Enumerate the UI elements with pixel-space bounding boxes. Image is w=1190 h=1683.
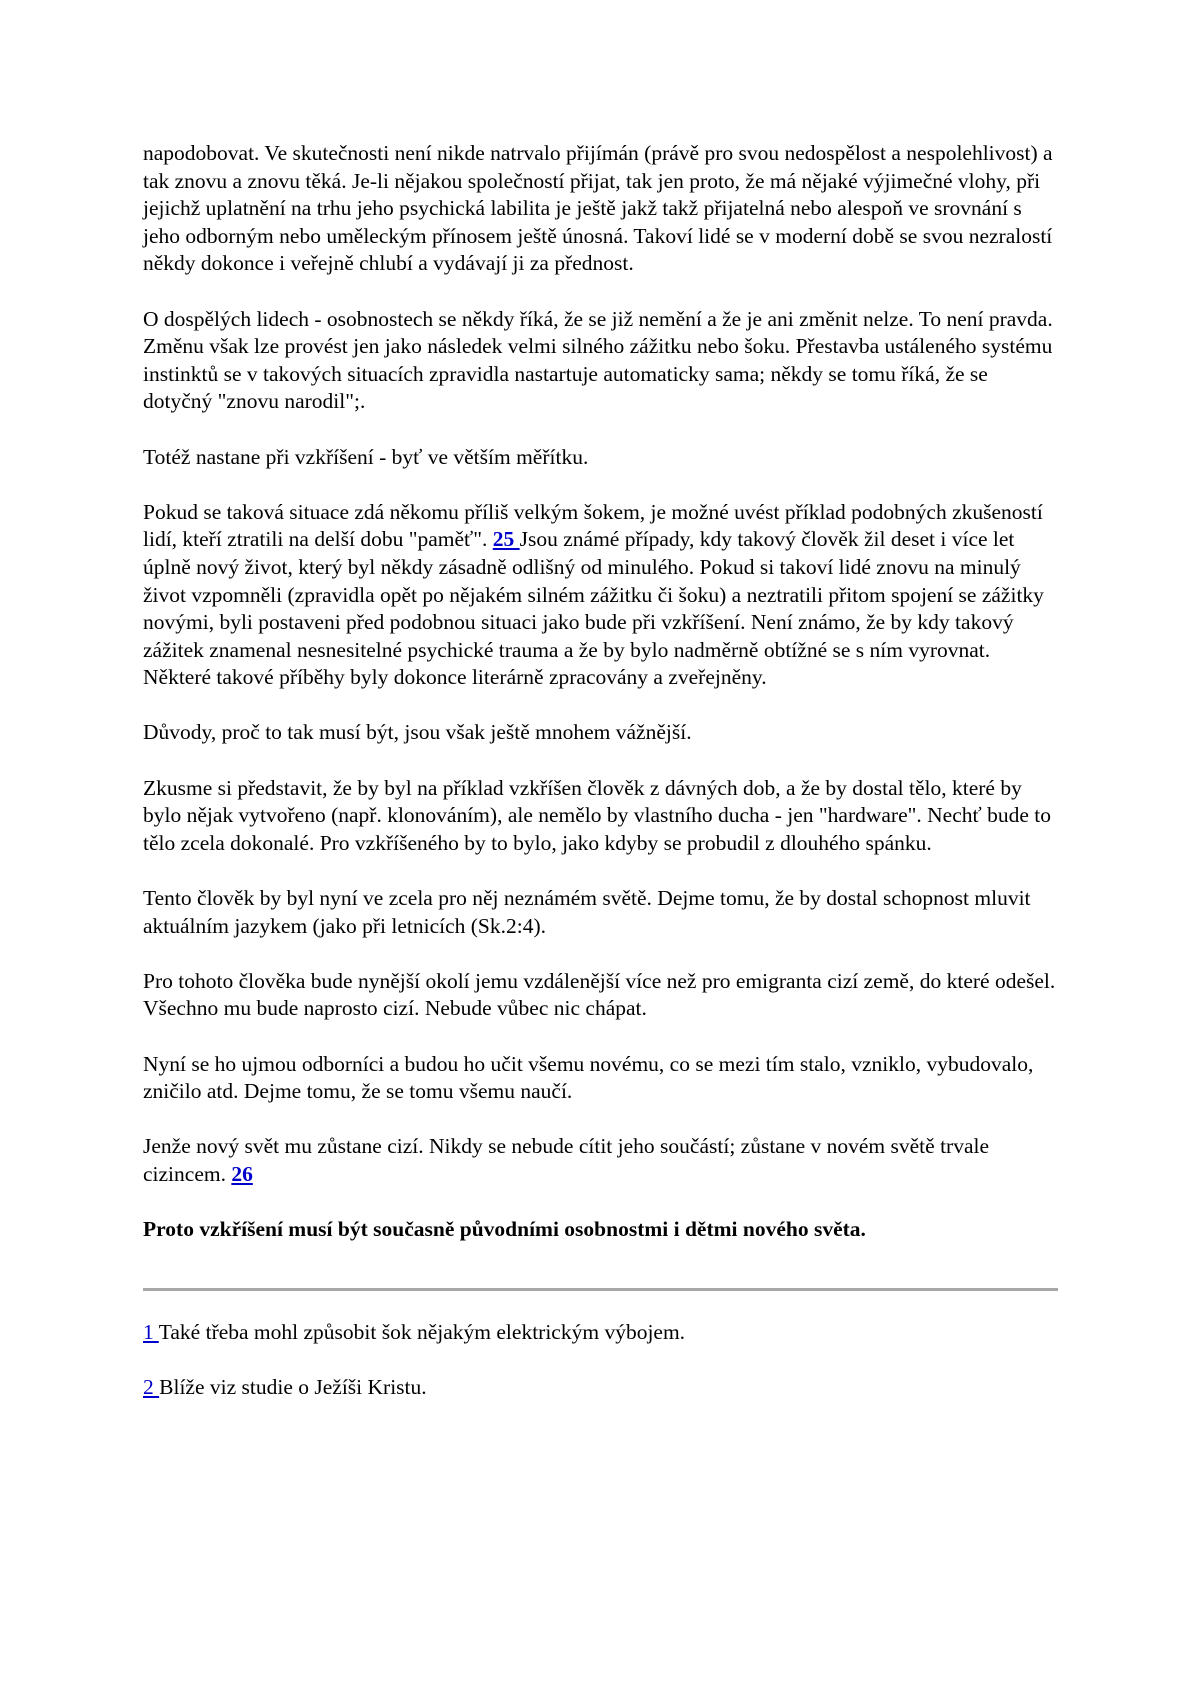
footnote-number-link[interactable]: 2 (143, 1374, 160, 1399)
paragraph: O dospělých lidech - osobnostech se někdy říká, že se již nemění a že je ani změnit nelze. To není pravda. Změnu však lze provést jen jako následek velmi silného zážitku nebo šoku. Přestavba ustáleného systému instinktů se v takových situacích zpravidla nastartuje automaticky sama; někdy se tomu říká, že se dotyčný "znovu narodil";. (143, 306, 1053, 414)
footnote-item (143, 1319, 1058, 1347)
conclusion-text: Proto vzkříšení musí být současně původními osobnostmi i dětmi nového světa. (143, 1217, 866, 1242)
footnote-divider (143, 1288, 1058, 1291)
footnote-item (143, 1374, 1058, 1402)
footnote-text: Také třeba mohl způsobit šok nějakým elektrickým výbojem. (158, 1319, 686, 1344)
footnotes-section (143, 1319, 1058, 1402)
footnote-number-link[interactable]: 1 (143, 1319, 159, 1344)
paragraph (143, 499, 1058, 692)
paragraph-text: Pokud se taková situace zdá někomu příliš velkým šokem, je možné uvést příklad podobných zkušeností lidí, kteří ztratili na delší dobu "paměť". (143, 499, 1043, 552)
paragraph: Zkusme si představit, že by byl na příklad vzkříšen člověk z dávných dob, a že by dostal tělo, které by bylo nějak vytvořeno (např. klonováním), ale nemělo by vlastního ducha - jen "hardware". Nechť bude to tělo zcela dokonalé. Pro vzkříšeného by to bylo, jako kdyby se probudil z dlouhého spánku. (143, 775, 1051, 855)
paragraph-text: Jenže nový svět mu zůstane cizí. Nikdy se nebude cítit jeho součástí; zůstane v novém světě trvale cizincem. (143, 1134, 990, 1186)
footnote-link-26[interactable]: 26 (231, 1161, 253, 1186)
paragraph: Tento člověk by byl nyní ve zcela pro něj neznámém světě. Dejme tomu, že by dostal schopnost mluvit aktuálním jazykem (jako při letnicích (Sk.2:4). (143, 886, 1031, 938)
paragraph-text: Jsou známé případy, kdy takový člověk žil deset i více let úplně nový život, který byl někdy zásadně odlišný od minulého. Pokud si takoví lidé znovu na minulý život vzpomněli (zpravidla opět po nějakém silném zážitku či šoku) a neztratili přitom spojení se zážitky novými, byli postaveni před podobnou situaci jako bude při vzkříšení. Není známo, že by kdy takový zážitek znamenal nesnesitelné psychické trauma a že by bylo nadměrně obtížné se s ním vyrovnat. Některé takové příběhy byly dokonce literárně zpracovány a zveřejněny. (143, 527, 1044, 690)
footnote-text: Blíže viz studie o Ježíši Kristu. (159, 1374, 427, 1399)
footnote-link-25[interactable]: 25 (492, 527, 520, 552)
document-page (143, 140, 1058, 1429)
paragraph: Pro tohoto člověka bude nynější okolí jemu vzdálenější více než pro emigranta cizí země, do které odešel. Všechno mu bude naprosto cizí. Nebude vůbec nic chápat. (143, 968, 1056, 1021)
paragraph: Důvody, proč to tak musí být, jsou však ještě mnohem vážnější. (143, 720, 692, 745)
paragraph: napodobovat. Ve skutečnosti není nikde natrvalo přijímán (právě pro svou nedospělost a nespolehlivost) a tak znovu a znovu těká. Je-li nějakou společností přijat, tak jen proto, že má nějaké výjimečné vlohy, při jejichž uplatnění na trhu jeho psychická labilita je ještě jakž takž přijatelná nebo alespoň ve srovnání s jeho odborným nebo uměleckým přínosem ještě únosná. Takoví lidé se v moderní době se svou nezralostí někdy dokonce i veřejně chlubí a vydávají ji za přednost. (143, 141, 1053, 276)
paragraph: Totéž nastane při vzkříšení - byť ve větším měřítku. (143, 444, 589, 469)
paragraph (143, 1133, 1058, 1188)
paragraph: Nyní se ho ujmou odborníci a budou ho učit všemu novému, co se mezi tím stalo, vzniklo, vybudovalo, zničilo atd. Dejme tomu, že se tomu všemu naučí. (143, 1051, 1034, 1104)
